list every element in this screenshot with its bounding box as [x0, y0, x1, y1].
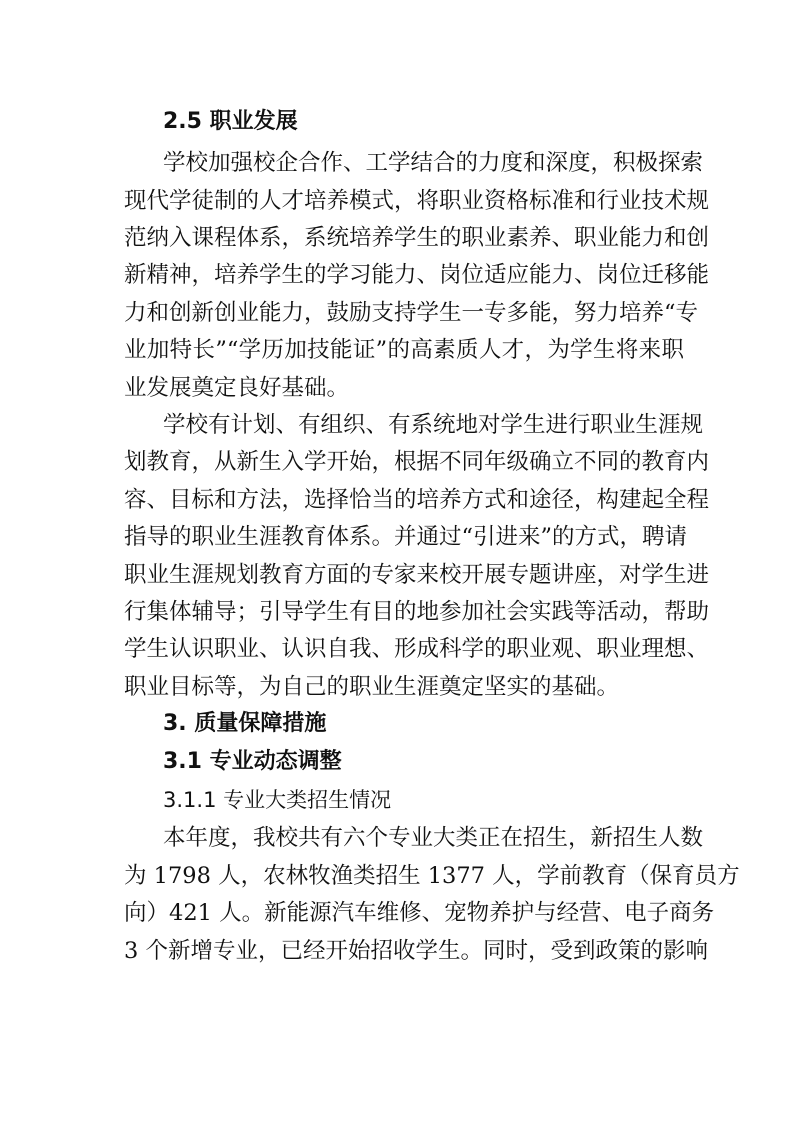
para1-line-1: 学校加强校企合作、工学结合的力度和深度，积极探索 — [163, 150, 704, 176]
para2-line-5: 职业生涯规划教育方面的专家来校开展专题讲座，对学生进 — [124, 562, 710, 588]
para3-line-3: 向）421 人。新能源汽车维修、宠物养护与经营、电子商务 — [124, 900, 715, 926]
section-heading-3: 3. 质量保障措施 — [163, 711, 327, 736]
para1-line-3: 范纳入课程体系，系统培养学生的职业素养、职业能力和创 — [124, 225, 710, 251]
para2-line-8: 职业目标等，为自己的职业生涯奠定坚实的基础。 — [124, 674, 620, 700]
para3-line-2: 为 1798 人，农林牧渔类招生 1377 人，学前教育（保育员方 — [124, 863, 740, 889]
para2-line-7: 学生认识职业、认识自我、形成科学的职业观、职业理想、 — [124, 636, 710, 662]
para2-line-4: 指导的职业生涯教育体系。并通过“引进来”的方式，聘请 — [124, 524, 688, 550]
para1-line-6: 业加特长”“学历加技能证”的高素质人才，为学生将来职 — [124, 337, 684, 363]
para2-line-6: 行集体辅导；引导学生有目的地参加社会实践等活动，帮助 — [124, 599, 710, 625]
para1-line-7: 业发展奠定良好基础。 — [124, 375, 350, 401]
para2-line-3: 容、目标和方法，选择恰当的培养方式和途径，构建起全程 — [124, 487, 710, 513]
para2-line-2: 划教育，从新生入学开始，根据不同年级确立不同的教育内 — [124, 449, 710, 475]
para1-line-4: 新精神，培养学生的学习能力、岗位适应能力、岗位迁移能 — [124, 262, 710, 288]
para3-line-1: 本年度，我校共有六个专业大类正在招生，新招生人数 — [163, 825, 704, 851]
section-heading-3-1-1: 3.1.1 专业大类招生情况 — [163, 788, 392, 812]
para1-line-5: 力和创新创业能力，鼓励支持学生一专多能，努力培养“专 — [124, 300, 699, 326]
para1-line-2: 现代学徒制的人才培养模式，将职业资格标准和行业技术规 — [124, 188, 710, 214]
para3-line-4: 3 个新增专业，已经开始招收学生。同时，受到政策的影响 — [124, 938, 708, 964]
section-heading-2-5: 2.5 职业发展 — [163, 109, 298, 134]
section-heading-3-1: 3.1 专业动态调整 — [163, 749, 342, 774]
para2-line-1: 学校有计划、有组织、有系统地对学生进行职业生涯规 — [163, 412, 704, 438]
